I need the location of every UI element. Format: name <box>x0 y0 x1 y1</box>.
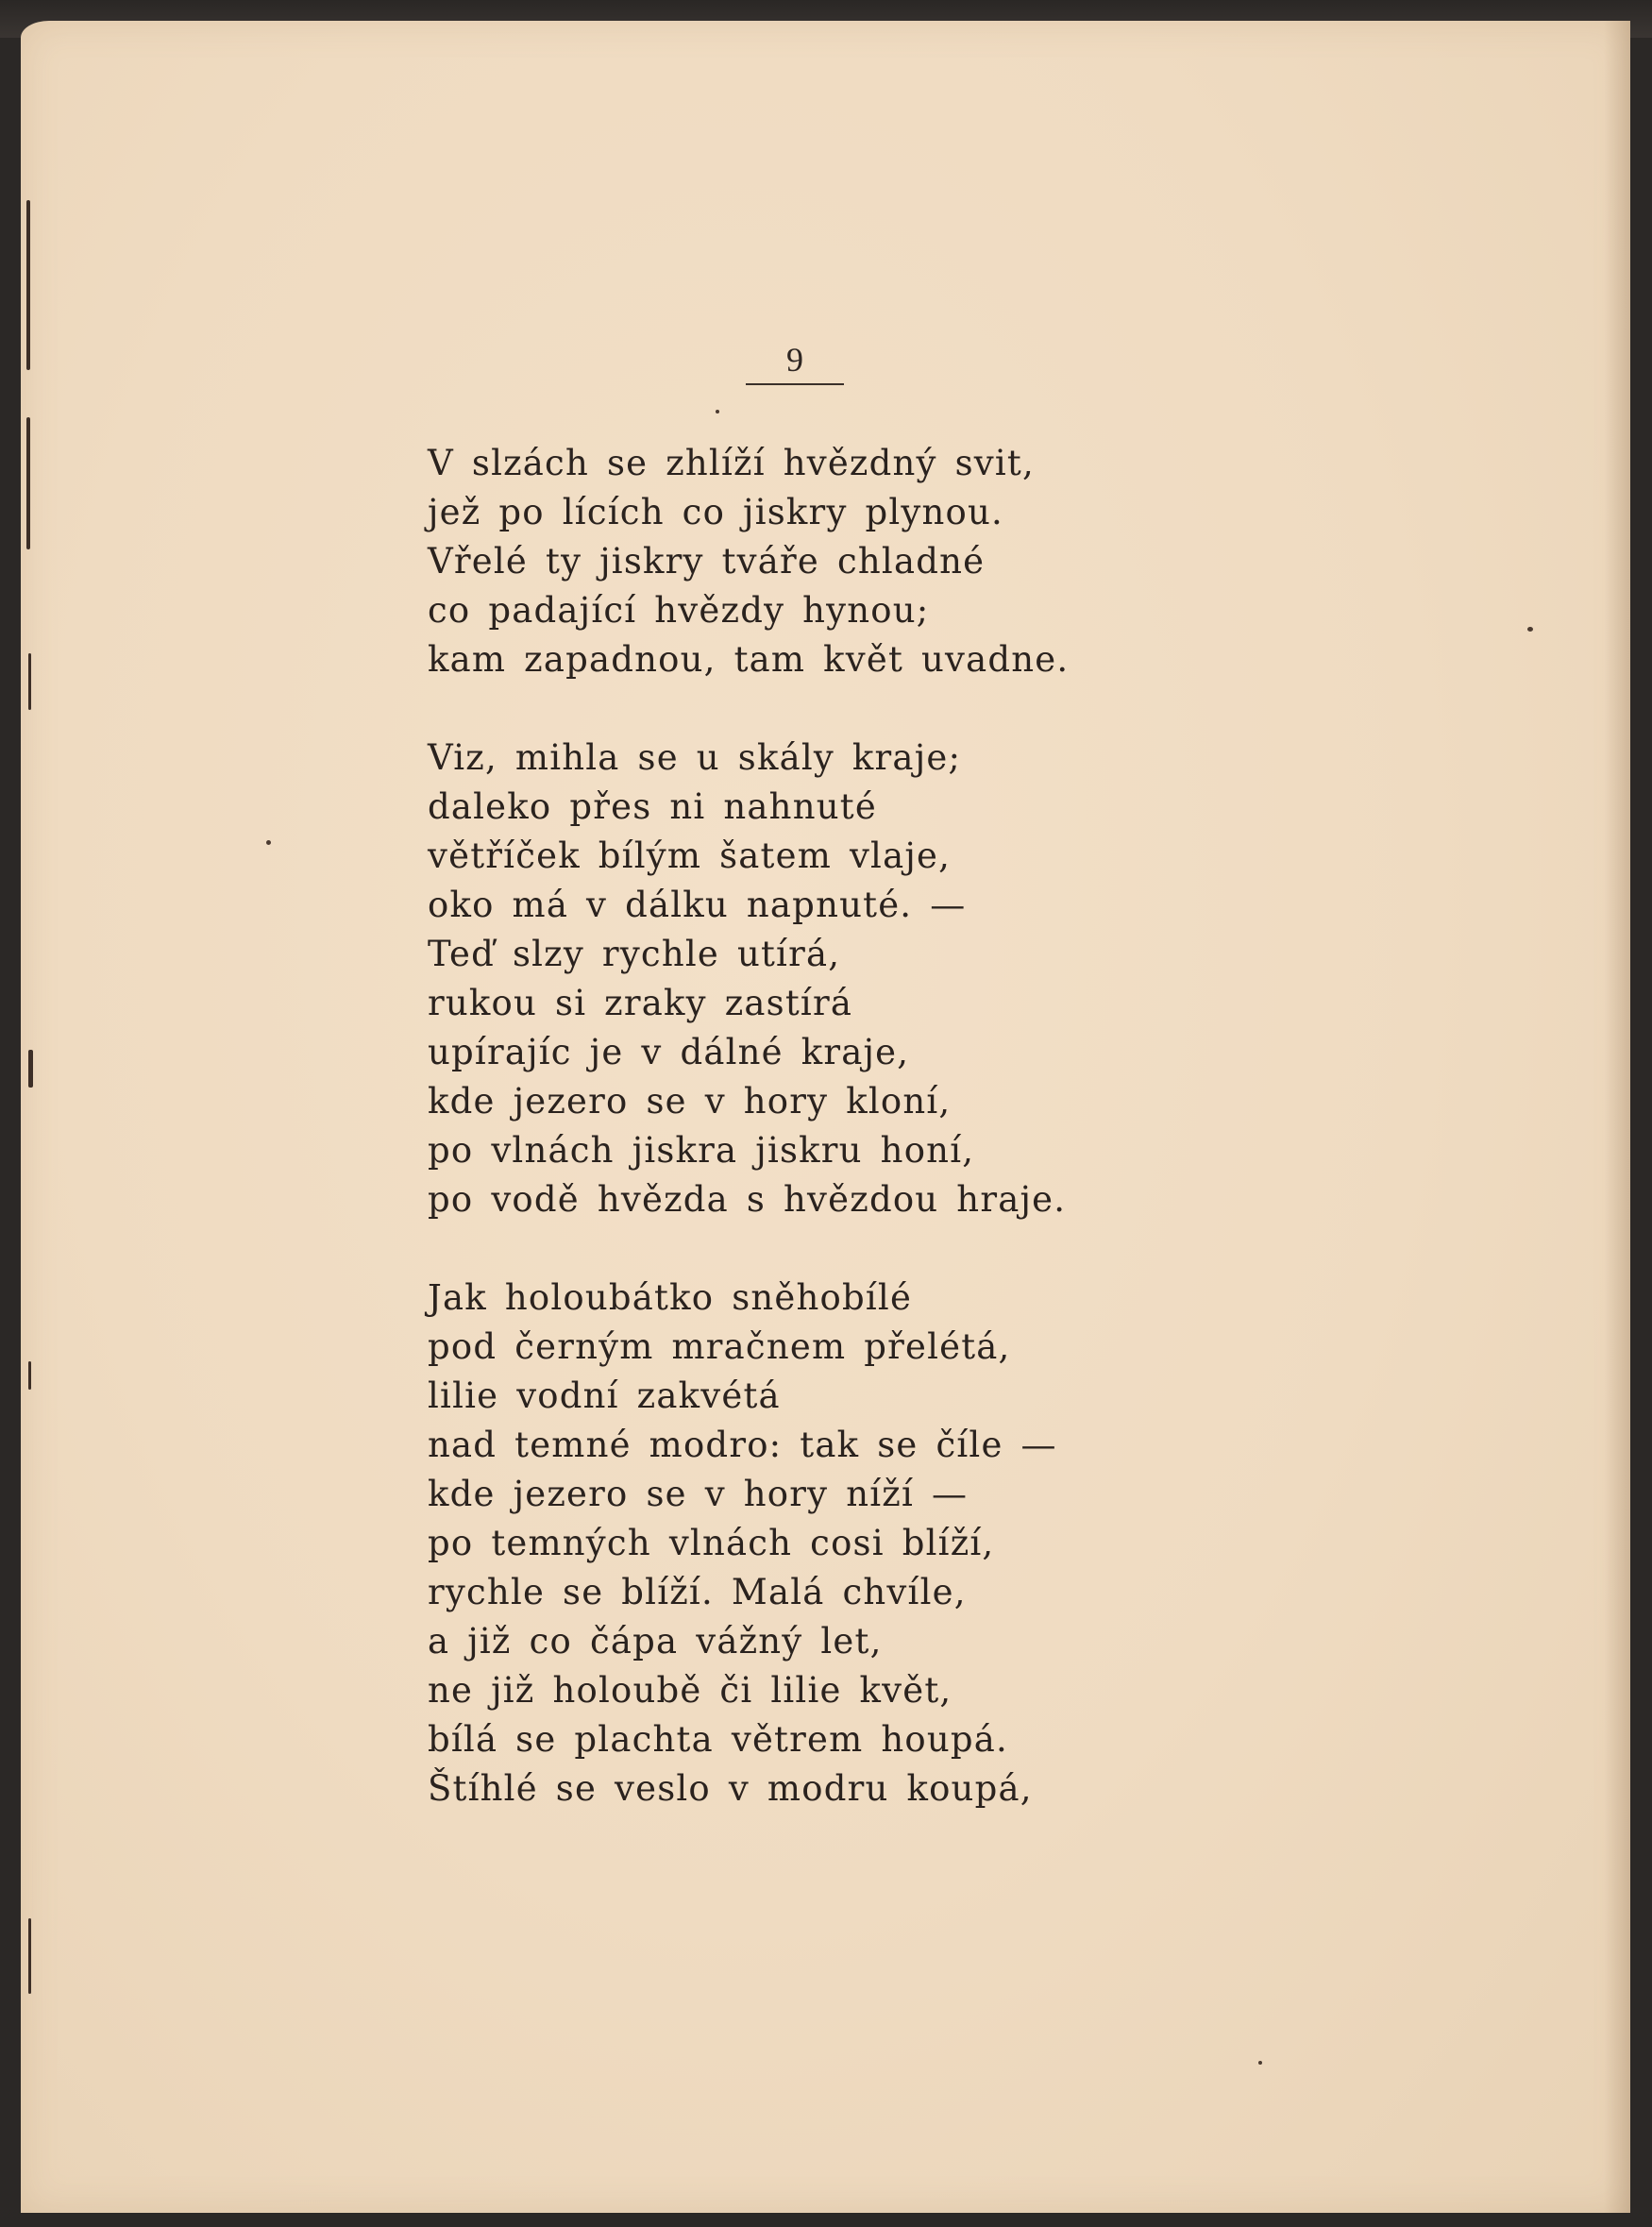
stanza <box>428 734 1391 1224</box>
poem-line: kde jezero se v hory kloní, <box>428 1081 952 1122</box>
poem-line: Jak holoubátko sněhobílé <box>428 1277 913 1318</box>
paper-speck <box>1527 627 1533 632</box>
binding-mark <box>28 1050 33 1088</box>
binding-mark <box>28 1361 31 1390</box>
poem-line: Vřelé ty jiskry tváře chladné <box>428 541 986 582</box>
paper-speck <box>1258 2061 1262 2065</box>
poem-line: Štíhlé se veslo v modru koupá, <box>428 1768 1033 1809</box>
poem-line: po temných vlnách cosi blíží, <box>428 1523 995 1563</box>
poem-line: rychle se blíží. Malá chvíle, <box>428 1572 967 1612</box>
binding-mark <box>26 417 30 549</box>
stanza <box>428 439 1391 684</box>
poem-line: nad temné modro: tak se číle — <box>428 1425 1057 1465</box>
poem-line: pod černým mračnem přelétá, <box>428 1326 1011 1367</box>
poem-line: V slzách se zhlíží hvězdný svit, <box>428 443 1035 483</box>
poem-line: a již co čápa vážný let, <box>428 1621 883 1662</box>
poem-line: upírajíc je v dálné kraje, <box>428 1032 910 1072</box>
poem-line: Viz, mihla se u skály kraje; <box>428 737 962 778</box>
binding-mark <box>28 653 31 710</box>
binding-mark <box>28 1918 31 1994</box>
poem-text <box>428 439 1391 1863</box>
stanza <box>428 1274 1391 1814</box>
poem-line: daleko přes ni nahnuté <box>428 786 877 827</box>
page-number: 9 <box>786 341 803 379</box>
page-edge-shade <box>1604 21 1630 2213</box>
paper-speck <box>716 410 719 413</box>
poem-line: oko má v dálku napnuté. — <box>428 885 967 925</box>
poem-line: větříček bílým šatem vlaje, <box>428 835 952 876</box>
poem-line: bílá se plachta větrem houpá. <box>428 1719 1008 1760</box>
poem-line: jež po lících co jiskry plynou. <box>428 492 1004 532</box>
poem-line: rukou si zraky zastírá <box>428 983 853 1023</box>
poem-line: co padající hvězdy hynou; <box>428 590 930 631</box>
poem-line: lilie vodní zakvétá <box>428 1375 781 1416</box>
page-number-rule <box>746 383 844 385</box>
poem-line: ne již holoubě či lilie květ, <box>428 1670 952 1711</box>
binding-mark <box>26 200 30 370</box>
poem-line: po vlnách jiskra jiskru honí, <box>428 1130 975 1171</box>
paper-speck <box>266 840 271 845</box>
poem-line: kam zapadnou, tam květ uvadne. <box>428 639 1070 680</box>
poem-line: kde jezero se v hory níží — <box>428 1474 969 1514</box>
poem-line: po vodě hvězda s hvězdou hraje. <box>428 1179 1067 1220</box>
poem-line: Teď slzy rychle utírá, <box>428 934 841 974</box>
